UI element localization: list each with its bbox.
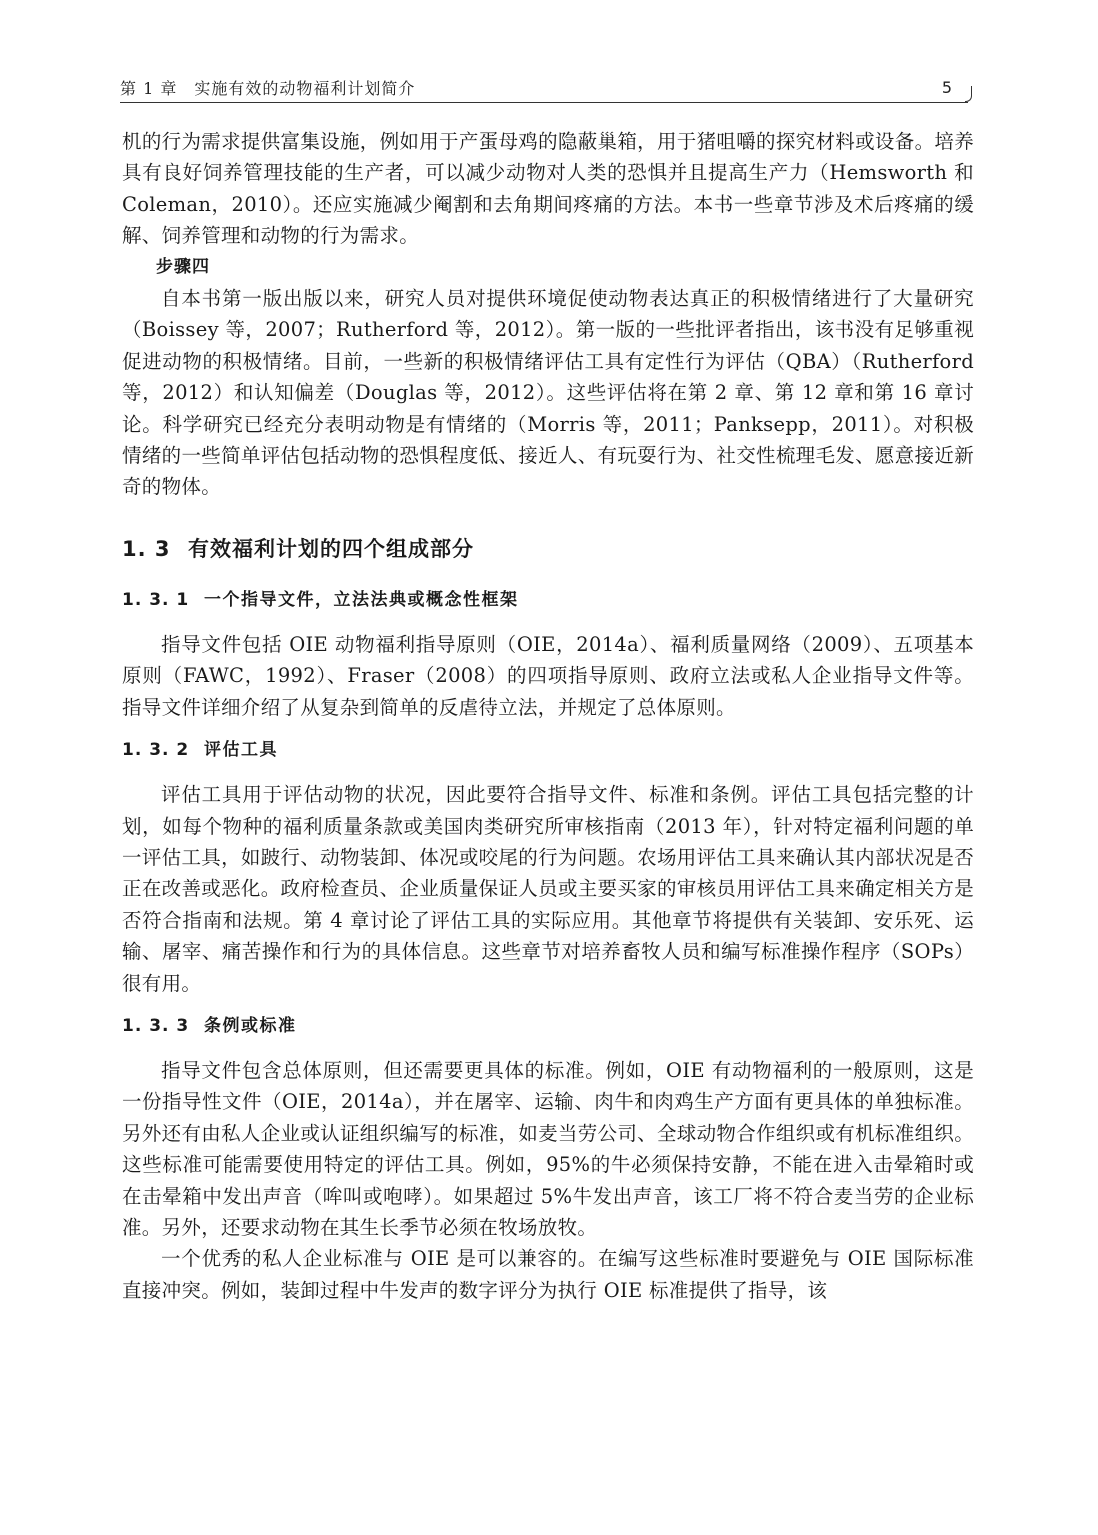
subsection-number: 1. 3. 1 xyxy=(122,589,190,610)
page-number: 5 xyxy=(941,78,952,97)
section-title-text: 有效福利计划的四个组成部分 xyxy=(188,536,474,561)
subsection-title-text: 一个指导文件，立法法典或概念性框架 xyxy=(204,589,519,610)
header-corner-hook xyxy=(965,86,972,102)
subsection-number: 1. 3. 2 xyxy=(122,740,190,761)
subsection-1-3-1-heading xyxy=(122,585,974,615)
paragraph-intro-continued: 机的行为需求提供富集设施，例如用于产蛋母鸡的隐蔽巢箱，用于猪咀嚼的探究材料或设备。培养具有良好饲养管理技能的生产者，可以减少动物对人类的恐惧并且提高生产力（Hemsworth 和 Coleman，2010）。还应实施减少阉割和去角期间疼痛的方法。本书一些章节涉及术后疼痛的缓解、饲养管理和动物的行为需求。 xyxy=(122,130,974,248)
paragraph-step-four: 自本书第一版出版以来，研究人员对提供环境促使动物表达真正的积极情绪进行了大量研究（Boissey 等，2007；Rutherford 等，2012）。第一版的一些批评者指出，该书没有足够重视促进动物的积极情绪。目前，一些新的积极情绪评估工具有定性行为评估（QBA）（Rutherford 等，2012）和认知偏差（Douglas 等，2012）。这些评估将在第 2 章、第 12 章和第 16 章讨论。科学研究已经充分表明动物是有情绪的（Morris 等，2011；Panksepp，2011）。对积极情绪的一些简单评估包括动物的恐惧程度低、接近人、有玩耍行为、社交性梳理毛发、愿意接近新奇的物体。 xyxy=(122,287,974,499)
section-number: 1. 3 xyxy=(122,536,171,561)
header-rule xyxy=(120,102,968,103)
subsection-1-3-2-heading xyxy=(122,735,974,765)
step-four-heading: 步骤四 xyxy=(156,256,210,277)
paragraph-standards-2: 一个优秀的私人企业标准与 OIE 是可以兼容的。在编写这些标准时要避免与 OIE 国际标准直接冲突。例如，装卸过程中牛发声的数字评分为执行 OIE 标准提供了指导，该 xyxy=(122,1247,974,1302)
subsection-title-text: 评估工具 xyxy=(204,740,278,761)
running-header xyxy=(120,74,972,104)
paragraph-standards-1: 指导文件包含总体原则，但还需要更具体的标准。例如，OIE 有动物福利的一般原则，这是一份指导性文件（OIE，2014a），并在屠宰、运输、肉牛和肉鸡生产方面有更具体的单独标准。另外还有由私人企业或认证组织编写的标准，如麦当劳公司、全球动物合作组织或有机标准组织。这些标准可能需要使用特定的评估工具。例如，95%的牛必须保持安静，不能在进入击晕箱时或在击晕箱中发出声音（哞叫或咆哮）。如果超过 5%牛发出声音，该工厂将不符合麦当劳的企业标准。另外，还要求动物在其生长季节必须在牧场放牧。 xyxy=(122,1058,974,1239)
paragraph-assessment-tools: 评估工具用于评估动物的状况，因此要符合指导文件、标准和条例。评估工具包括完整的计划，如每个物种的福利质量条款或美国肉类研究所审核指南（2013 年），针对特定福利问题的单一评估工具，如跛行、动物装卸、体况或咬尾的行为问题。农场用评估工具来确认其内部状况是否正在改善或恶化。政府检查员、企业质量保证人员或主要买家的审核员用评估工具来确定相关方是否符合指南和法规。第 4 章讨论了评估工具的实际应用。其他章节将提供有关装卸、安乐死、运输、屠宰、痛苦操作和行为的具体信息。这些章节对培养畜牧人员和编写标准操作程序（SOPs）很有用。 xyxy=(122,783,974,995)
paragraph-guiding-documents: 指导文件包括 OIE 动物福利指导原则（OIE，2014a）、福利质量网络（2009）、五项基本原则（FAWC，1992）、Fraser（2008）的四项指导原则、政府立法或私人企业指导文件等。指导文件详细介绍了从复杂到简单的反虐待立法，并规定了总体原则。 xyxy=(122,632,974,719)
subsection-title-text: 条例或标准 xyxy=(204,1015,297,1036)
page-body xyxy=(122,126,974,1306)
section-1-3-heading xyxy=(122,533,974,565)
running-header-chapter: 第 1 章 实施有效的动物福利计划简介 xyxy=(120,79,416,98)
subsection-number: 1. 3. 3 xyxy=(122,1015,190,1036)
subsection-1-3-3-heading xyxy=(122,1011,974,1041)
